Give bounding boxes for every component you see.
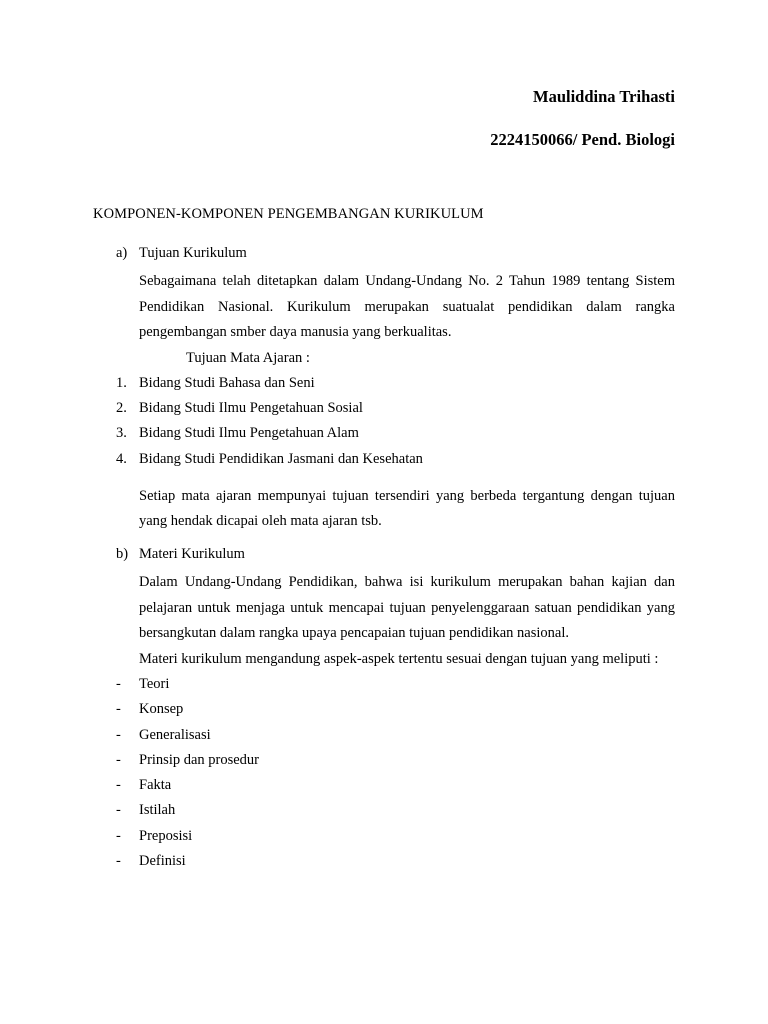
list-item [116,447,675,472]
section-title: Tujuan Kurikulum [139,245,247,261]
list-item-text: Prinsip dan prosedur [139,751,260,768]
list-item [116,396,675,421]
paragraph: Setiap mata ajaran mempunyai tujuan tersendiri yang berbeda tergantung dengan tujuan yang hendak dicapai oleh mata ajaran tsb. [139,487,675,530]
list-number: 2. [116,400,127,417]
list-bullet: - [116,701,121,718]
section-body [116,570,675,874]
student-id-program: 2224150066/ Pend. Biologi [490,130,675,149]
list-item [116,748,675,773]
list-item [116,773,675,798]
list-item-text: Teori [139,676,170,692]
list-item [116,824,675,849]
section-heading [116,244,675,269]
list-item-text: Bidang Studi Pendidikan Jasmani dan Kesehatan [139,450,423,467]
list-number: 4. [116,450,127,467]
list-item-text: Preposisi [139,827,193,844]
list-bullet: - [116,777,121,794]
list-item-text: Bidang Studi Bahasa dan Seni [139,375,315,391]
list-bullet: - [116,853,121,870]
section-label: b) [116,546,129,562]
list-item-text: Definisi [139,853,186,870]
list-item-text: Istilah [139,802,176,819]
list-bullet: - [116,802,121,819]
list-bullet: - [116,676,121,692]
list-number: 1. [116,375,127,391]
section-materi-kurikulum [116,545,675,874]
document-title: KOMPONEN-KOMPONEN PENGEMBANGAN KURIKULUM [93,206,484,222]
list-item [116,798,675,823]
list-item [116,672,675,697]
spacer [139,472,675,484]
section-heading [116,545,675,570]
numbered-list [116,371,675,472]
list-item [116,849,675,874]
author-name: Mauliddina Trihasti [533,87,675,106]
paragraph: Sebagaimana telah ditetapkan dalam Undang-Undang No. 2 Tahun 1989 tentang Sistem Pendidikan Nasional. Kurikulum merupakan suatualat pendidikan dalam rangka pengembangan smber daya manusia yang berkualitas. [139,273,675,340]
paragraph: Dalam Undang-Undang Pendidikan, bahwa isi kurikulum merupakan bahan kajian dan pelajaran untuk menjaga untuk mencapai tujuan penyelenggaraan satuan pendidikan yang bersangkutan dalam rangka upaya pencapaian tujuan pendidikan nasional. [139,574,675,641]
list-item-text: Generalisasi [139,726,211,743]
list-bullet: - [116,827,121,844]
bullet-list [116,672,675,874]
section-title: Materi Kurikulum [139,546,245,562]
list-bullet: - [116,726,121,743]
list-item-text: Bidang Studi Ilmu Pengetahuan Sosial [139,400,363,417]
subheading: Tujuan Mata Ajaran : [186,349,310,366]
list-item [116,421,675,446]
section-label: a) [116,245,128,261]
section-body [116,269,675,535]
list-bullet: - [116,751,121,768]
section-tujuan-kurikulum [116,244,675,535]
list-item-text: Bidang Studi Ilmu Pengetahuan Alam [139,425,359,442]
list-item [116,371,675,396]
list-number: 3. [116,425,127,442]
list-item-text: Konsep [139,701,184,718]
list-item [116,697,675,722]
list-item-text: Fakta [139,777,172,794]
paragraph: Materi kurikulum mengandung aspek-aspek tertentu sesuai dengan tujuan yang meliputi : [139,650,659,667]
list-item [116,723,675,748]
